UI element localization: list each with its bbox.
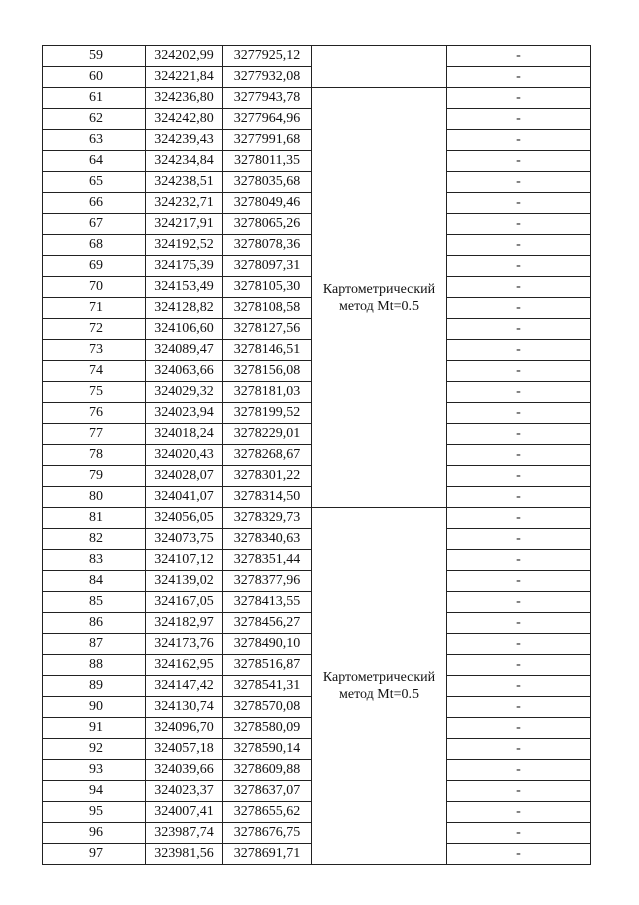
extra-value-cell: -	[447, 88, 591, 109]
y-coordinate-cell: 3278590,14	[223, 739, 312, 760]
y-coordinate-cell: 3277932,08	[223, 67, 312, 88]
extra-value-cell: -	[447, 718, 591, 739]
x-coordinate-cell: 324028,07	[146, 466, 223, 487]
x-coordinate-cell: 324096,70	[146, 718, 223, 739]
point-number-cell: 92	[43, 739, 146, 760]
point-number-cell: 91	[43, 718, 146, 739]
extra-value-cell: -	[447, 613, 591, 634]
x-coordinate-cell: 324238,51	[146, 172, 223, 193]
x-coordinate-cell: 324182,97	[146, 613, 223, 634]
y-coordinate-cell: 3278413,55	[223, 592, 312, 613]
y-coordinate-cell: 3278314,50	[223, 487, 312, 508]
extra-value-cell: -	[447, 655, 591, 676]
extra-value-cell: -	[447, 571, 591, 592]
point-number-cell: 77	[43, 424, 146, 445]
y-coordinate-cell: 3278637,07	[223, 781, 312, 802]
x-coordinate-cell: 324175,39	[146, 256, 223, 277]
extra-value-cell: -	[447, 802, 591, 823]
x-coordinate-cell: 324023,94	[146, 403, 223, 424]
y-coordinate-cell: 3278655,62	[223, 802, 312, 823]
x-coordinate-cell: 324023,37	[146, 781, 223, 802]
point-number-cell: 67	[43, 214, 146, 235]
point-number-cell: 64	[43, 151, 146, 172]
y-coordinate-cell: 3278011,35	[223, 151, 312, 172]
x-coordinate-cell: 324217,91	[146, 214, 223, 235]
point-number-cell: 96	[43, 823, 146, 844]
y-coordinate-cell: 3278078,36	[223, 235, 312, 256]
x-coordinate-cell: 324089,47	[146, 340, 223, 361]
x-coordinate-cell: 324242,80	[146, 109, 223, 130]
extra-value-cell: -	[447, 130, 591, 151]
method-cell	[312, 46, 447, 88]
x-coordinate-cell: 324239,43	[146, 130, 223, 151]
extra-value-cell: -	[447, 46, 591, 67]
point-number-cell: 84	[43, 571, 146, 592]
y-coordinate-cell: 3278329,73	[223, 508, 312, 529]
y-coordinate-cell: 3278609,88	[223, 760, 312, 781]
y-coordinate-cell: 3278181,03	[223, 382, 312, 403]
x-coordinate-cell: 324073,75	[146, 529, 223, 550]
y-coordinate-cell: 3277964,96	[223, 109, 312, 130]
point-number-cell: 68	[43, 235, 146, 256]
x-coordinate-cell: 324232,71	[146, 193, 223, 214]
point-number-cell: 78	[43, 445, 146, 466]
extra-value-cell: -	[447, 403, 591, 424]
y-coordinate-cell: 3278580,09	[223, 718, 312, 739]
extra-value-cell: -	[447, 760, 591, 781]
x-coordinate-cell: 324167,05	[146, 592, 223, 613]
y-coordinate-cell: 3278229,01	[223, 424, 312, 445]
point-number-cell: 95	[43, 802, 146, 823]
x-coordinate-cell: 324018,24	[146, 424, 223, 445]
extra-value-cell: -	[447, 466, 591, 487]
y-coordinate-cell: 3278035,68	[223, 172, 312, 193]
y-coordinate-cell: 3278199,52	[223, 403, 312, 424]
y-coordinate-cell: 3278301,22	[223, 466, 312, 487]
point-number-cell: 83	[43, 550, 146, 571]
point-number-cell: 80	[43, 487, 146, 508]
y-coordinate-cell: 3278351,44	[223, 550, 312, 571]
x-coordinate-cell: 324236,80	[146, 88, 223, 109]
x-coordinate-cell: 324041,07	[146, 487, 223, 508]
y-coordinate-cell: 3278065,26	[223, 214, 312, 235]
point-number-cell: 65	[43, 172, 146, 193]
y-coordinate-cell: 3278097,31	[223, 256, 312, 277]
extra-value-cell: -	[447, 319, 591, 340]
point-number-cell: 73	[43, 340, 146, 361]
x-coordinate-cell: 324057,18	[146, 739, 223, 760]
x-coordinate-cell: 324007,41	[146, 802, 223, 823]
extra-value-cell: -	[447, 550, 591, 571]
extra-value-cell: -	[447, 298, 591, 319]
y-coordinate-cell: 3278146,51	[223, 340, 312, 361]
x-coordinate-cell: 324056,05	[146, 508, 223, 529]
point-number-cell: 97	[43, 844, 146, 865]
y-coordinate-cell: 3277925,12	[223, 46, 312, 67]
y-coordinate-cell: 3278108,58	[223, 298, 312, 319]
y-coordinate-cell: 3278127,56	[223, 319, 312, 340]
point-number-cell: 69	[43, 256, 146, 277]
y-coordinate-cell: 3278377,96	[223, 571, 312, 592]
x-coordinate-cell: 324020,43	[146, 445, 223, 466]
extra-value-cell: -	[447, 382, 591, 403]
point-number-cell: 79	[43, 466, 146, 487]
extra-value-cell: -	[447, 235, 591, 256]
extra-value-cell: -	[447, 109, 591, 130]
extra-value-cell: -	[447, 256, 591, 277]
x-coordinate-cell: 324039,66	[146, 760, 223, 781]
y-coordinate-cell: 3278456,27	[223, 613, 312, 634]
extra-value-cell: -	[447, 676, 591, 697]
x-coordinate-cell: 324128,82	[146, 298, 223, 319]
y-coordinate-cell: 3278490,10	[223, 634, 312, 655]
y-coordinate-cell: 3278049,46	[223, 193, 312, 214]
y-coordinate-cell: 3278105,30	[223, 277, 312, 298]
point-number-cell: 59	[43, 46, 146, 67]
x-coordinate-cell: 324063,66	[146, 361, 223, 382]
x-coordinate-cell: 324106,60	[146, 319, 223, 340]
y-coordinate-cell: 3278156,08	[223, 361, 312, 382]
x-coordinate-cell: 324173,76	[146, 634, 223, 655]
extra-value-cell: -	[447, 529, 591, 550]
y-coordinate-cell: 3278340,63	[223, 529, 312, 550]
x-coordinate-cell: 324147,42	[146, 676, 223, 697]
extra-value-cell: -	[447, 151, 591, 172]
x-coordinate-cell: 324139,02	[146, 571, 223, 592]
point-number-cell: 66	[43, 193, 146, 214]
extra-value-cell: -	[447, 739, 591, 760]
y-coordinate-cell: 3277991,68	[223, 130, 312, 151]
extra-value-cell: -	[447, 697, 591, 718]
point-number-cell: 88	[43, 655, 146, 676]
x-coordinate-cell: 324221,84	[146, 67, 223, 88]
extra-value-cell: -	[447, 781, 591, 802]
extra-value-cell: -	[447, 844, 591, 865]
point-number-cell: 72	[43, 319, 146, 340]
table-row	[43, 508, 591, 529]
table-row	[43, 88, 591, 109]
point-number-cell: 70	[43, 277, 146, 298]
y-coordinate-cell: 3277943,78	[223, 88, 312, 109]
y-coordinate-cell: 3278691,71	[223, 844, 312, 865]
extra-value-cell: -	[447, 445, 591, 466]
extra-value-cell: -	[447, 193, 591, 214]
point-number-cell: 82	[43, 529, 146, 550]
x-coordinate-cell: 324153,49	[146, 277, 223, 298]
point-number-cell: 85	[43, 592, 146, 613]
point-number-cell: 60	[43, 67, 146, 88]
y-coordinate-cell: 3278570,08	[223, 697, 312, 718]
method-cell: Картометрический метод Mt=0.5	[312, 508, 447, 865]
extra-value-cell: -	[447, 634, 591, 655]
point-number-cell: 62	[43, 109, 146, 130]
point-number-cell: 87	[43, 634, 146, 655]
x-coordinate-cell: 324029,32	[146, 382, 223, 403]
x-coordinate-cell: 323981,56	[146, 844, 223, 865]
extra-value-cell: -	[447, 487, 591, 508]
x-coordinate-cell: 324234,84	[146, 151, 223, 172]
point-number-cell: 74	[43, 361, 146, 382]
point-number-cell: 71	[43, 298, 146, 319]
x-coordinate-cell: 324130,74	[146, 697, 223, 718]
x-coordinate-cell: 324162,95	[146, 655, 223, 676]
extra-value-cell: -	[447, 340, 591, 361]
point-number-cell: 89	[43, 676, 146, 697]
coordinates-table	[42, 45, 591, 865]
table-row	[43, 46, 591, 67]
y-coordinate-cell: 3278268,67	[223, 445, 312, 466]
extra-value-cell: -	[447, 172, 591, 193]
point-number-cell: 75	[43, 382, 146, 403]
x-coordinate-cell: 324192,52	[146, 235, 223, 256]
point-number-cell: 93	[43, 760, 146, 781]
y-coordinate-cell: 3278516,87	[223, 655, 312, 676]
point-number-cell: 76	[43, 403, 146, 424]
point-number-cell: 90	[43, 697, 146, 718]
extra-value-cell: -	[447, 823, 591, 844]
point-number-cell: 94	[43, 781, 146, 802]
y-coordinate-cell: 3278676,75	[223, 823, 312, 844]
point-number-cell: 61	[43, 88, 146, 109]
y-coordinate-cell: 3278541,31	[223, 676, 312, 697]
extra-value-cell: -	[447, 277, 591, 298]
x-coordinate-cell: 324107,12	[146, 550, 223, 571]
extra-value-cell: -	[447, 214, 591, 235]
method-cell: Картометрический метод Mt=0.5	[312, 88, 447, 508]
x-coordinate-cell: 324202,99	[146, 46, 223, 67]
point-number-cell: 86	[43, 613, 146, 634]
extra-value-cell: -	[447, 508, 591, 529]
extra-value-cell: -	[447, 592, 591, 613]
extra-value-cell: -	[447, 424, 591, 445]
extra-value-cell: -	[447, 67, 591, 88]
point-number-cell: 63	[43, 130, 146, 151]
point-number-cell: 81	[43, 508, 146, 529]
extra-value-cell: -	[447, 361, 591, 382]
x-coordinate-cell: 323987,74	[146, 823, 223, 844]
table-body	[43, 46, 591, 865]
